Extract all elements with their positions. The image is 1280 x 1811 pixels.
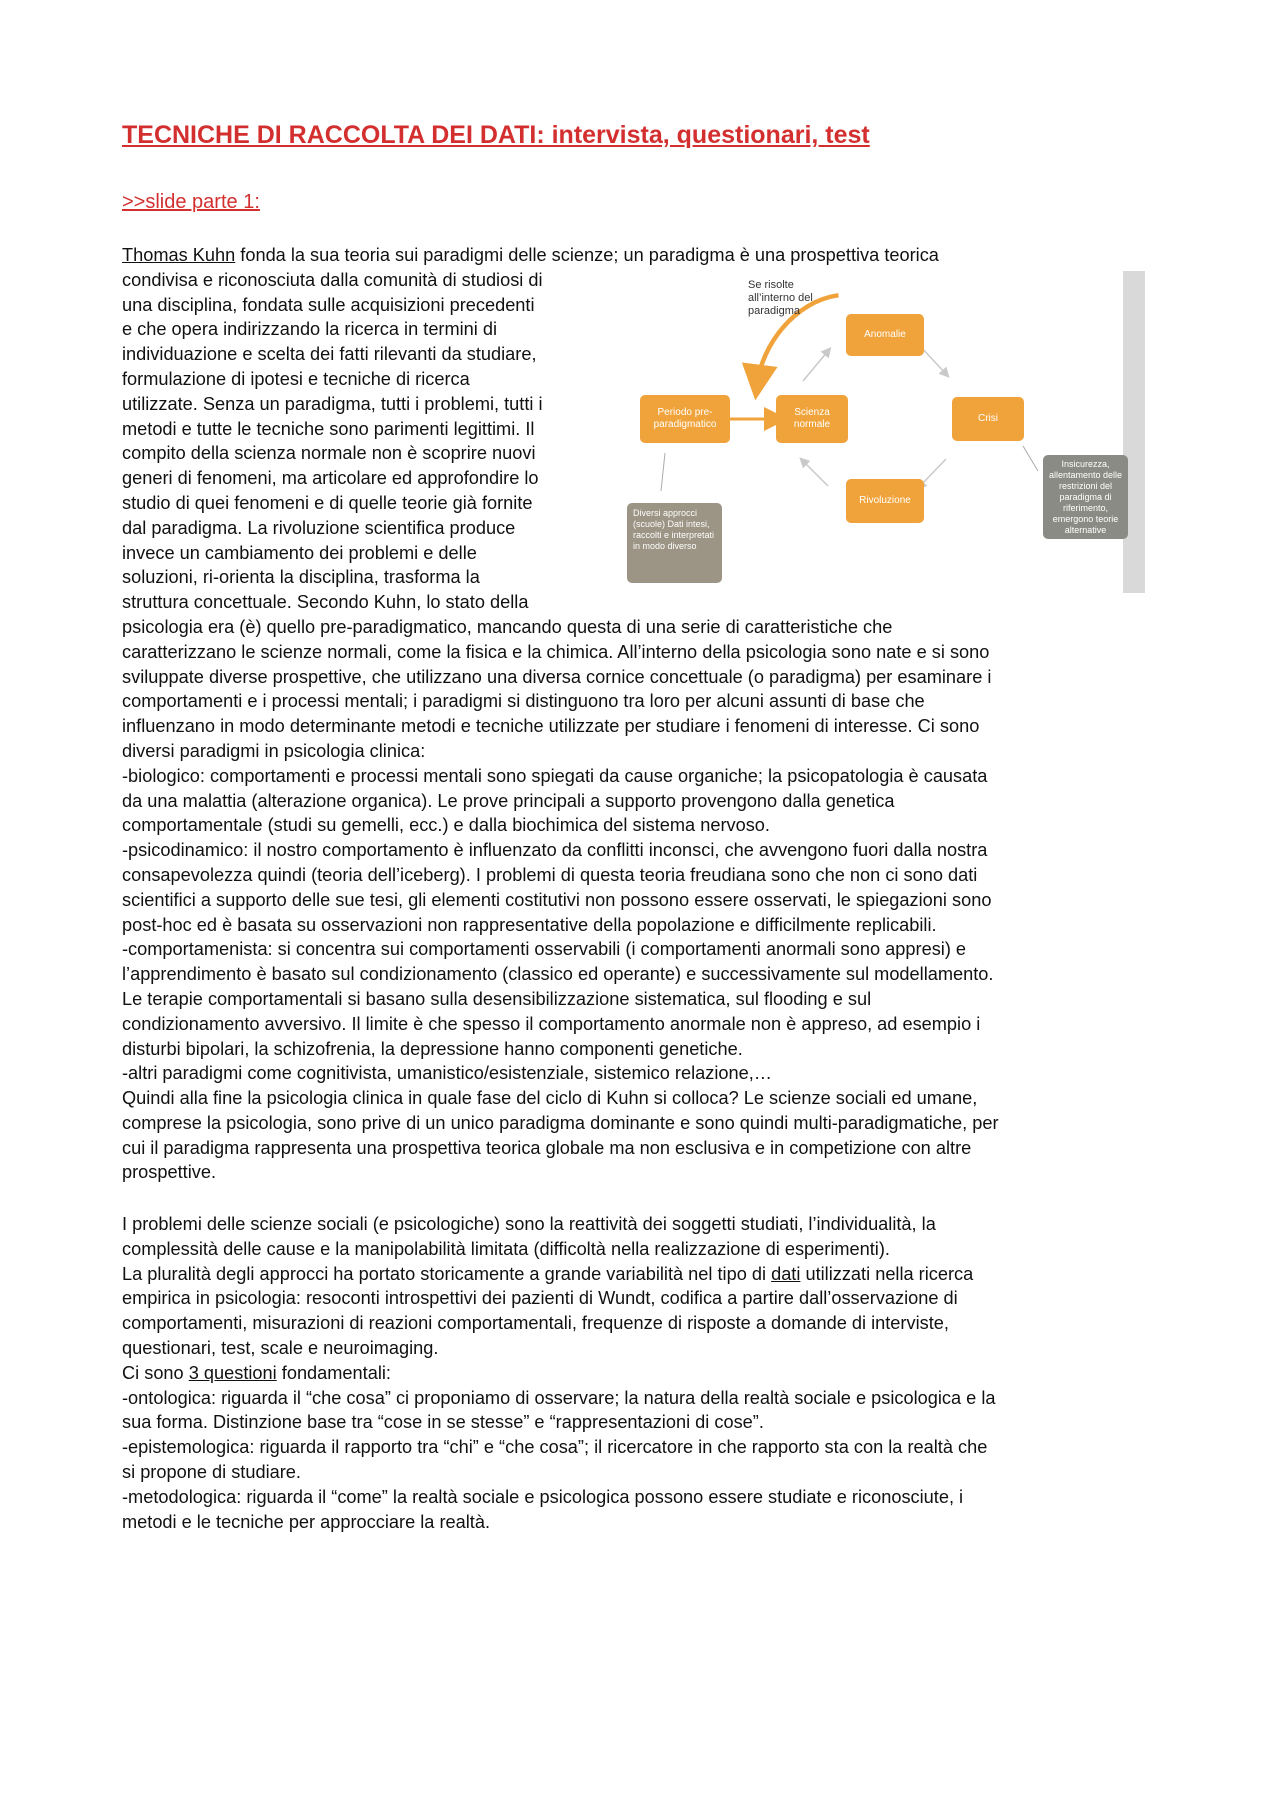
dati-link[interactable]: dati <box>771 1263 801 1284</box>
questioni-link[interactable]: 3 questioni <box>188 1362 277 1383</box>
kuhn-cycle-diagram <box>628 271 1153 593</box>
connector-approcci <box>661 453 665 491</box>
questioni-line: Ci sono 3 questioni fondamentali: <box>122 1362 391 1383</box>
arrow-scienza-to-anomalie <box>803 351 828 381</box>
box-anomalie: Anomalie <box>846 314 924 356</box>
problems-paragraph: I problemi delle scienze sociali (e psicologiche) sono la reattività dei soggetti studiati, l’individualità, la complessità delle cause e la manipolabilità limitata (difficoltà nella realizzazione di esperimenti). La pluralità degli approcci ha portato storicamente a grande variabilità nel tipo di dati utilizzati nella ricerca empirica in psicologia: resoconti introspettivi dei pazienti di Wundt, codifica a partire dall’osservazione di comportamenti, misurazioni di reazioni comportamentali, frequenze di risposte a domande di interviste, questionari, test, scale e neuroimaging. Ci sono 3 questioni fondamentali: -ontologica: riguarda il “che cosa” ci proponiamo di osservare; la natura della realtà sociale e psicologica e la sua forma. Distinzione base tra “cose in se stesse” e “rappresentazioni di cose”. -epistemologica: riguarda il rapporto tra “chi” e “che cosa”; il ricercatore in che rapporto sta con la realtà che si propone di studiare. -metodologica: riguarda il “come” la realtà sociale e psicologica possono essere studiate e riconosciute, i metodi e le tecniche per approcciare la realtà. <box>122 1212 1177 1534</box>
box-diversi-approcci: Diversi approcci (scuole) Dati intesi, raccolti e interpretati in modo diverso <box>627 503 722 583</box>
box-periodo-pre-paradigmatico: Periodo pre-paradigmatico <box>640 395 730 443</box>
box-scienza-normale: Scienza normale <box>776 395 848 443</box>
intro-paragraph: Thomas Kuhn fonda la sua teoria sui paradigmi delle scienze; un paradigma è una prospettiva teorica condivisa e riconosciuta dalla comunità di studiosi di una disciplina, fondata sulle acquisizioni precedenti e che opera indirizzando la ricerca in termini di individuazione e scelta dei fatti rilevanti da studiare, formulazione di ipotesi e tecniche di ricerca utilizzate. Senza un paradigma, tutti i problemi, tutti i metodi e tutte le tecniche sono parimenti legittimi. Il compito della scienza normale non è scoprire nuovi generi di fenomeni, ma articolare ed approfondire lo studio di quei fenomeni e di quelle teorie già fornite dal paradigma. La rivoluzione scientifica produce invece un cambiamento dei problemi e delle soluzioni, ri-orienta la disciplina, trasforma la struttura concettuale. Secondo Kuhn, lo stato della psicologia era (è) quello pre-paradigmatico, mancando questa di una serie di caratteristiche che caratterizzano le scienze normali, come la fisica e la chimica. All’interno della psicologia sono nate e si sono sviluppate diverse prospettive, che utilizzano una diversa cornice concettuale (o paradigma) per esaminare i comportamenti e i processi mentali; i paradigmi si distinguono tra loro per alcuni assunti di base che influenzano in modo determinante metodi e tecniche utilizzate per studiare i fenomeni di interesse. Ci sono diversi paradigmi in psicologia clinica: -biologico: comportamenti e processi mentali sono spiegati da cause organiche; la psicopatologia è causata da una malattia (alterazione organica). Le prove principali a supporto provengono dalla genetica comportamentale (studi su gemelli, ecc.) e dalla biochimica del sistema nervoso. -psicodinamico: il nostro comportamento è influenzato da conflitti inconsci, che avvengono fuori dalla nostra consapevolezza quindi (teoria dell’iceberg). I problemi di questa teoria freudiana sono che non ci sono dati scientifici a supporto delle sue tesi, gli elementi costitutivi non possono essere osservati, le spiegazioni sono post-hoc ed è basata su osservazioni non rappresentative della popolazione e difficilmente replicabili. -comportamenista: si concentra sui comportamenti osservabili (i comportamenti anormali sono appresi) e l’apprendimento è basato sul condizionamento (classico ed operante) e successivamente sul modellamento. Le terapie comportamentali si basano sulla desensibilizzazione sistematica, sul flooding e sul condizionamento avversivo. Il limite è che spesso il comportamento anormale non è appreso, ad esempio i disturbi bipolari, la schizofrenia, la depressione hanno componenti genetiche. -altri paradigmi come cognitivista, umanistico/esistenziale, sistemico relazione,… Quindi alla fine la psicologia clinica in quale fase del ciclo di Kuhn si colloca? Le scienze sociali ed umane, comprese la psicologia, sono prive di un unico paradigma dominante e sono quindi multi-paradigmatiche, per cui il paradigma rappresenta una prospettiva teorica globale ma non esclusiva e in competizione con altre prospettive. <box>122 243 1182 1185</box>
intro-first-line: Thomas Kuhn fonda la sua teoria sui paradigmi delle scienze; un paradigma è una prospettiva teorica <box>122 245 939 265</box>
box-crisi: Crisi <box>952 397 1024 441</box>
box-insicurezza: Insicurezza, allentamento delle restrizioni del paradigma di riferimento, emergono teorie alternative <box>1043 455 1128 539</box>
arrow-crisi-to-rivoluzione <box>920 459 946 486</box>
box-rivoluzione: Rivoluzione <box>846 479 924 523</box>
section-heading-link[interactable]: >>slide parte 1: <box>122 191 260 213</box>
label-risolte: Se risolte all’interno del paradigma <box>748 279 813 317</box>
dati-line: La pluralità degli approcci ha portato storicamente a grande variabilità nel tipo di dati utilizzati nella ricerca <box>122 1263 974 1284</box>
intro-wrapped-column: condivisa e riconosciuta dalla comunità di studiosi di una disciplina, fondata sulle acquisizioni precedenti e che opera indirizzando la ricerca in termini di individuazione e scelta dei fatti rilevanti da studiare, formulazione di ipotesi e tecniche di ricerca utilizzate. Senza un paradigma, tutti i problemi, tutti i metodi e tutte le tecniche sono parimenti legittimi. Il compito della scienza normale non è scoprire nuovi generi di fenomeni, ma articolare ed approfondire lo studio di quei fenomeni e di quelle teorie già fornite dal paradigma. La rivoluzione scientifica produce invece un cambiamento dei problemi e delle soluzioni, ri-orienta la disciplina, trasforma la struttura concettuale. Secondo Kuhn, lo stato della <box>122 269 543 613</box>
kuhn-link[interactable]: Thomas Kuhn <box>122 245 236 265</box>
arrow-rivoluzione-to-scienza <box>803 461 828 486</box>
connector-insicurezza <box>1023 446 1038 471</box>
document-title: TECNICHE DI RACCOLTA DEI DATI: intervista, questionari, test <box>122 121 870 149</box>
